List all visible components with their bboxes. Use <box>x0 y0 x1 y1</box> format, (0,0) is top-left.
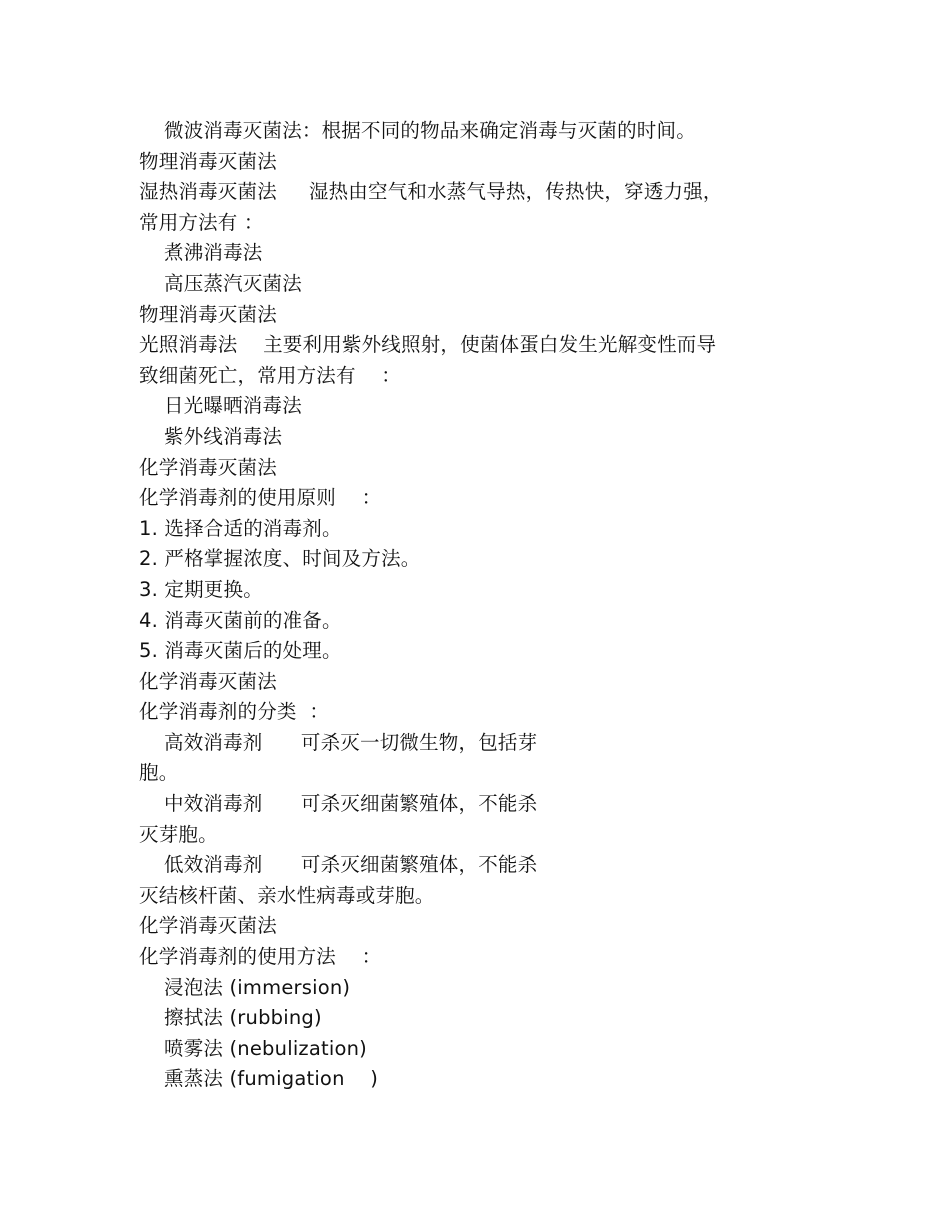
text-line: 低效消毒剂 可杀灭细菌繁殖体，不能杀 <box>164 853 538 877</box>
list-item: 浸泡法 (immersion) <box>164 975 351 999</box>
list-item: 高压蒸汽灭菌法 <box>164 271 302 295</box>
text-line: 中效消毒剂 可杀灭细菌繁殖体，不能杀 <box>164 792 538 816</box>
text-line: 化学消毒剂的使用原则 ： <box>139 486 382 510</box>
list-item: 擦拭法 (rubbing) <box>164 1006 322 1030</box>
section-heading: 化学消毒灭菌法 <box>139 669 277 693</box>
numbered-item: 3. 定期更换。 <box>139 577 263 601</box>
numbered-item: 2. 严格掌握浓度、时间及方法。 <box>139 547 421 571</box>
text-line: 光照消毒法 主要利用紫外线照射，使菌体蛋白发生光解变性而导 <box>139 333 717 357</box>
text-line: 常用方法有 ： <box>139 210 264 234</box>
text-line: 胞。 <box>139 761 179 785</box>
text-line: 高效消毒剂 可杀灭一切微生物，包括芽 <box>164 730 538 754</box>
text-line: 灭芽胞。 <box>139 822 218 846</box>
text-line: 微波消毒灭菌法：根据不同的物品来确定消毒与灭菌的时间。 <box>164 119 696 142</box>
list-item: 煮沸消毒法 <box>164 241 263 265</box>
numbered-item: 1. 选择合适的消毒剂。 <box>139 516 342 540</box>
document-body <box>139 116 839 1095</box>
section-heading: 化学消毒灭菌法 <box>139 455 277 479</box>
list-item: 喷雾法 (nebulization) <box>164 1036 367 1060</box>
numbered-item: 4. 消毒灭菌前的准备。 <box>139 608 342 632</box>
list-item: 日光曝晒消毒法 <box>164 394 302 418</box>
text-line: 致细菌死亡，常用方法有 ： <box>139 363 401 387</box>
list-item: 紫外线消毒法 <box>164 424 283 448</box>
section-heading: 物理消毒灭菌法 <box>139 302 277 326</box>
text-line: 化学消毒剂的使用方法 ： <box>139 945 382 969</box>
text-line: 化学消毒剂的分类 ： <box>139 700 330 724</box>
section-heading: 物理消毒灭菌法 <box>139 149 277 173</box>
section-heading: 化学消毒灭菌法 <box>139 914 277 938</box>
numbered-item: 5. 消毒灭菌后的处理。 <box>139 639 342 663</box>
text-line: 灭结核杆菌、亲水性病毒或芽胞。 <box>139 883 435 907</box>
list-item: 熏蒸法 (fumigation ) <box>164 1067 379 1091</box>
text-line: 湿热消毒灭菌法 湿热由空气和水蒸气导热，传热快，穿透力强， <box>139 180 723 204</box>
